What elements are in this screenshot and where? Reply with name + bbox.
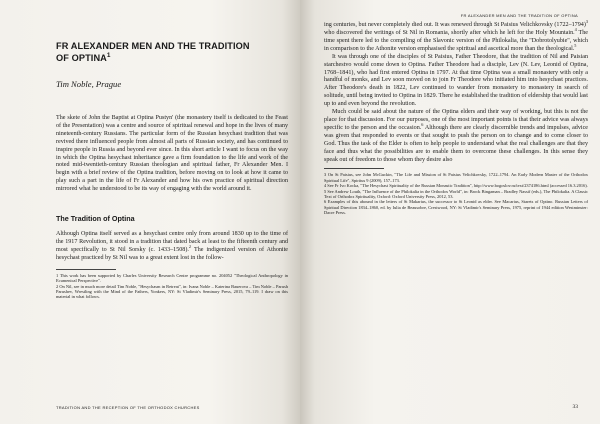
running-footer: TRADITION AND THE RECEPTION OF THE ORTHODOX CHURCHES — [56, 405, 200, 410]
running-header: FR ALEXANDER MEN AND THE TRADITION OF OPTINA — [460, 13, 578, 18]
footnote-1: 1 This work has been supported by Charles University Research Centre programme no. 204052 "Theological Anthropology in Ecumenical Perspective". — [56, 272, 288, 284]
section-heading: The Tradition of Optina — [56, 214, 135, 224]
page-number: 33 — [572, 404, 578, 410]
footnote-rule — [324, 168, 384, 169]
footnote-marker-5: 5 — [574, 42, 577, 48]
title-footnote-marker: 1 — [106, 51, 111, 59]
footnote-marker-2: 2 — [188, 243, 192, 249]
footnote-6: 6 Examples of this abound in the letters of St Makarius, the successor to St Leonid as elder. See Macarius, Starets of Optino. Russian Letters of Spiritual Direction 1834–1860, ed. by Iulia de Beausobre, Crestwood, NY: St Vladimir's Seminary Press, 1975, reprint of 1944 edition Westminster: Dacre Press. — [324, 199, 588, 216]
footnote-3: 3 On St Paisius, see John McGuckin, "The Life and Mission of St Paisius Velichkovsky, 1722–1794. An Early Modern Master of the Orthodox Spiritual Life", Spiritus 9 (2009), 157–173. — [324, 172, 588, 183]
footnote-4: 4 See Fr Ivo Kocka, "The Hesychast Spirituality of the Russian Monastic Tradition", http://www.bogoslov.ru/text/2374186.html (accessed 16.3.2016). — [324, 183, 588, 189]
elders-paragraph: Much could be said about the nature of the Optina elders and their way of working, but this is not the place for that discussion. For our purposes, one of the most important points is that their advice was always specific to the person and the occasion.$^6$ Although there are clearly discernible trends and impulses, advice was given that responded to events or that sought to push the person on to change and to come closer to God. Thus the task of the Elder is often to help people to understand what the real challenges are that they face and thus what the possibilities are to enable them to overcome these challenges. In this sense they speak out of freedom to those whom they desire also — [324, 109, 588, 163]
footnote-2: 2 On Nil, see in much more detail Tim Noble, "Hesychasm in Retreat", in: Ivana Noble – Katerina Bauerova – Tim Noble – Parush Parushev, Wrestling with the Mind of the Fathers, Yonkers, NY: St Vladimir's Seminary Press, 2015, 79–119. I draw on this material in what follows. — [56, 283, 288, 300]
author-line: Tim Noble, Prague — [56, 79, 122, 89]
theodore-paragraph: It was through one of the disciples of St Paisius, Father Theodore, that the tradition of Nil and Paisian starchestvo would come down to Optina. Father Theodore had a disciple, Lev (N. Lev, Leonid of Optina, 1768–1841), who had first entered Optina in 1797. At that time Optina was a small monastery with only a handful of monks, and Lev soon moved on to join Fr Theodore who initiated him into hesychast practices. After Theodore's death in 1822, Lev continued to wander from monastery to monastery in search of solitude, until being invited to Optina in 1829. There he established the tradition of eldership that would last up to and even beyond the revolution. — [324, 53, 588, 108]
footnote-marker-4: 4 — [574, 26, 577, 32]
section-paragraph: Although Optina itself served as a hesychast centre only from around 1830 up to the time of the 1917 Revolution, it stood in a tradition that dated back at least to the fifteenth century and most specifically to St Nil Sorsky (c. 1433–1508).$^2$ The indigenized version of Athonite hesychast practiced by St Nil was to a great extent lost in the follow- — [56, 231, 289, 261]
footnote-marker-3: 3 — [585, 19, 588, 24]
footnote-rule — [56, 269, 116, 270]
article-title: FR ALEXANDER MEN AND THE TRADITION OF OPTINA$^1$ — [56, 41, 250, 63]
intro-paragraph: The skete of John the Baptist at Optina Pustyn' (the monastery itself is dedicated to the Feast of the Presentation) was a centre and source of spiritual renewal and hope in the lives of many nineteenth-century Russians. The particular form of the Russian hesychast tradition that was revived there influenced people from almost all parts of Russian society, and has continued to inspire people in Russia and beyond ever since. In this short article I want to focus on the way in which the Optina hesychast inheritance gave a firm foundation to the life and work of the noted mid-twentieth-century Russian theologian and spiritual father, Fr Alexander Men. I begin with a brief review of the Optina tradition, before moving on to look at how it came to play such a part in the life of Fr Alexander and how his own practice of spiritual direction mirrored what he understood to be its way of engaging with the world around it. — [56, 115, 288, 193]
footnote-5: 5 See Andrew Louth, "The Influence of the Philokalia in the Orthodox World", in: Brock Bingaman – Bradley Nassif (eds.), The Philokalia. A Classic Text of Orthodox Spirituality, Oxford: Oxford University Press, 2012, 53. — [324, 188, 588, 200]
footnote-marker-6: 6 — [421, 121, 424, 127]
right-page — [300, 0, 600, 424]
continuation-paragraph: ing centuries, but never completely died out. It was renewed through St Paisius Velichkovsky (1722–1794)$^3$ who discovered the writings of St Nil in Romania, shortly after which he left for the Holy Mountain.$^4$ The time spent there led to the compiling of the Slavonic version of the Philokalia, the "Dobrotolyubie", which in comparison to the Athonite version emphasised the spiritual and ascetical more than the theological.$^5$ — [324, 19, 589, 52]
right-body — [324, 19, 589, 164]
